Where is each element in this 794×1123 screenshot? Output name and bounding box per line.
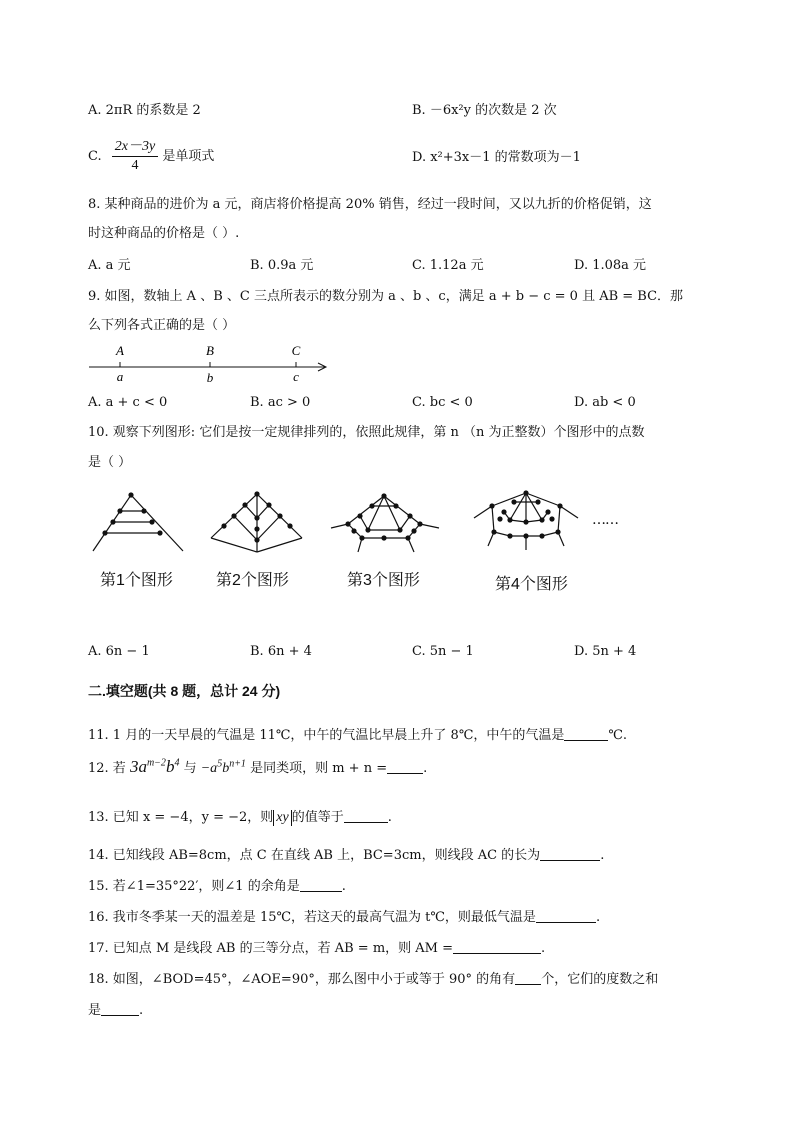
figure-4-caption: 第4个图形 bbox=[495, 576, 568, 593]
q17-text: 17. 已知点 M 是线段 AB 的三等分点，若 AB = m，则 AM = bbox=[88, 941, 454, 956]
pattern-figure-2 bbox=[207, 488, 307, 558]
label-value-b: b bbox=[206, 370, 214, 385]
q12-term-2-exp: 5 bbox=[217, 758, 223, 770]
q12 bbox=[88, 758, 427, 776]
label-point-c: C bbox=[291, 343, 301, 358]
q7-fraction-denominator: 4 bbox=[131, 158, 139, 173]
q11 bbox=[88, 728, 627, 742]
q8-option-d: D. 1.08a 元 bbox=[574, 258, 647, 273]
q12-term-2-exp2: n+1 bbox=[229, 758, 246, 770]
q7-option-d: D. x²+3x－1 的常数项为－1 bbox=[412, 150, 581, 165]
q13-answer-blank[interactable] bbox=[344, 810, 388, 823]
q12-term-1-base2: b bbox=[165, 757, 175, 776]
q7-fraction-numerator: 2x－3y bbox=[112, 140, 158, 157]
q12-term-2-base: −a bbox=[200, 761, 218, 776]
q18-text: 18. 如图，∠BOD=45°，∠AOE=90°，那么图中小于或等于 90° 的角有 bbox=[88, 972, 516, 987]
q14-end: . bbox=[600, 848, 605, 863]
q9-option-a: A. a + c < 0 bbox=[88, 395, 168, 410]
pattern-figure-3 bbox=[328, 490, 444, 556]
pattern-ellipsis: …… bbox=[592, 512, 618, 528]
q17-answer-blank[interactable] bbox=[453, 941, 541, 954]
pattern-figure-4 bbox=[470, 488, 584, 554]
q18-text-2: 个，它们的度数之和 bbox=[541, 972, 659, 987]
q12-text: 12. 若 bbox=[88, 761, 126, 776]
q12-term-2 bbox=[200, 758, 246, 776]
figure-2-caption: 第2个图形 bbox=[216, 572, 289, 589]
q18-text-3: 是 bbox=[88, 1003, 102, 1018]
q12-term-2-base2: b bbox=[222, 761, 230, 776]
q14-answer-blank[interactable] bbox=[540, 848, 600, 861]
q18-count-blank[interactable] bbox=[515, 972, 541, 985]
q13-end: . bbox=[387, 810, 392, 825]
q16 bbox=[88, 910, 600, 924]
q18-line1 bbox=[88, 972, 658, 986]
q18-line2 bbox=[88, 1003, 143, 1017]
q12-and: 与 bbox=[183, 761, 197, 776]
q12-term-1 bbox=[130, 757, 179, 776]
q14 bbox=[88, 848, 604, 862]
figure-3-caption: 第3个图形 bbox=[347, 572, 420, 589]
q13-text: 13. 已知 x = −4，y = −2，则 bbox=[88, 810, 274, 825]
q10-stem-line1: 10. 观察下列图形: 它们是按一定规律排列的，依照此规律，第 n （n 为正整数）个图形中的点数 bbox=[88, 425, 645, 440]
q12-term-1-exp: m−2 bbox=[146, 757, 166, 769]
number-line-figure bbox=[85, 338, 335, 386]
q7-option-b: B. －6x²y 的次数是 2 次 bbox=[412, 103, 557, 118]
q8-stem-line1: 8. 某种商品的进价为 a 元，商店将价格提高 20% 销售，经过一段时间，又以九折的价格促销，这 bbox=[88, 197, 652, 212]
q9-option-d: D. ab < 0 bbox=[574, 395, 636, 410]
q8-option-b: B. 0.9a 元 bbox=[250, 258, 314, 273]
q11-answer-blank[interactable] bbox=[564, 728, 608, 741]
q10-option-d: D. 5n + 4 bbox=[574, 644, 637, 659]
q13 bbox=[88, 810, 392, 826]
q10-option-a: A. 6n − 1 bbox=[88, 644, 150, 659]
q12-term-1-base: 3a bbox=[129, 757, 147, 776]
pattern-figure-1 bbox=[90, 488, 188, 556]
q8-stem-line2: 时这种商品的价格是（ ）. bbox=[88, 226, 240, 241]
q9-option-b: B. ac > 0 bbox=[250, 395, 311, 410]
q8-option-a: A. a 元 bbox=[88, 258, 131, 273]
q16-text: 16. 我市冬季某一天的温差是 15℃，若这天的最高气温为 t℃，则最低气温是 bbox=[88, 910, 536, 925]
q7-option-a: A. 2πR 的系数是 2 bbox=[88, 103, 201, 118]
q15-text: 15. 若∠1=35°22′，则∠1 的余角是 bbox=[88, 879, 300, 894]
q13-question: 的值等于 bbox=[291, 810, 344, 825]
label-point-b: B bbox=[206, 343, 214, 358]
q15-answer-blank[interactable] bbox=[300, 879, 342, 892]
q7-fraction bbox=[112, 140, 158, 173]
q12-answer-blank[interactable] bbox=[387, 761, 423, 774]
label-value-a: a bbox=[116, 369, 124, 384]
q14-text: 14. 已知线段 AB=8cm，点 C 在直线 AB 上，BC=3cm，则线段 AC 的长为 bbox=[88, 848, 541, 863]
q9-stem-line2: 么下列各式正确的是（ ） bbox=[88, 318, 236, 333]
q15 bbox=[88, 879, 346, 893]
q15-end: . bbox=[341, 879, 346, 894]
q12-term-1-exp2: 4 bbox=[174, 757, 180, 769]
q18-sum-blank[interactable] bbox=[101, 1003, 139, 1016]
q16-answer-blank[interactable] bbox=[536, 910, 596, 923]
q10-option-c: C. 5n − 1 bbox=[412, 644, 474, 659]
q17 bbox=[88, 941, 545, 955]
q7-option-c-rest: 是单项式 bbox=[162, 149, 215, 164]
q9-option-c: C. bc < 0 bbox=[412, 395, 473, 410]
q8-option-c: C. 1.12a 元 bbox=[412, 258, 484, 273]
q11-text: 11. 1 月的一天早晨的气温是 11℃，中午的气温比早晨上升了 8℃，中午的气温是 bbox=[88, 728, 565, 743]
q16-end: . bbox=[595, 910, 601, 925]
figure-1-caption: 第1个图形 bbox=[100, 572, 173, 589]
q13-absolute-value: xy bbox=[273, 810, 291, 826]
q18-end: . bbox=[139, 1003, 144, 1018]
q7-option-c-label: C. bbox=[88, 149, 102, 164]
q12-end: . bbox=[423, 761, 428, 776]
q7-option-c bbox=[88, 140, 214, 173]
q10-stem-line2: 是（ ） bbox=[88, 455, 132, 470]
q12-condition: 是同类项，则 m + n = bbox=[250, 761, 388, 776]
q11-end: ℃. bbox=[608, 728, 628, 743]
q9-stem-line1: 9. 如图，数轴上 A 、B 、C 三点所表示的数分别为 a 、b 、c，满足 a + b − c = 0 且 AB = BC．那 bbox=[88, 289, 684, 304]
q17-end: . bbox=[541, 941, 546, 956]
section-2-title: 二.填空题(共 8 题，总计 24 分) bbox=[88, 683, 281, 699]
q10-option-b: B. 6n + 4 bbox=[250, 644, 312, 659]
label-value-c: c bbox=[293, 369, 299, 384]
label-point-a: A bbox=[116, 343, 124, 358]
